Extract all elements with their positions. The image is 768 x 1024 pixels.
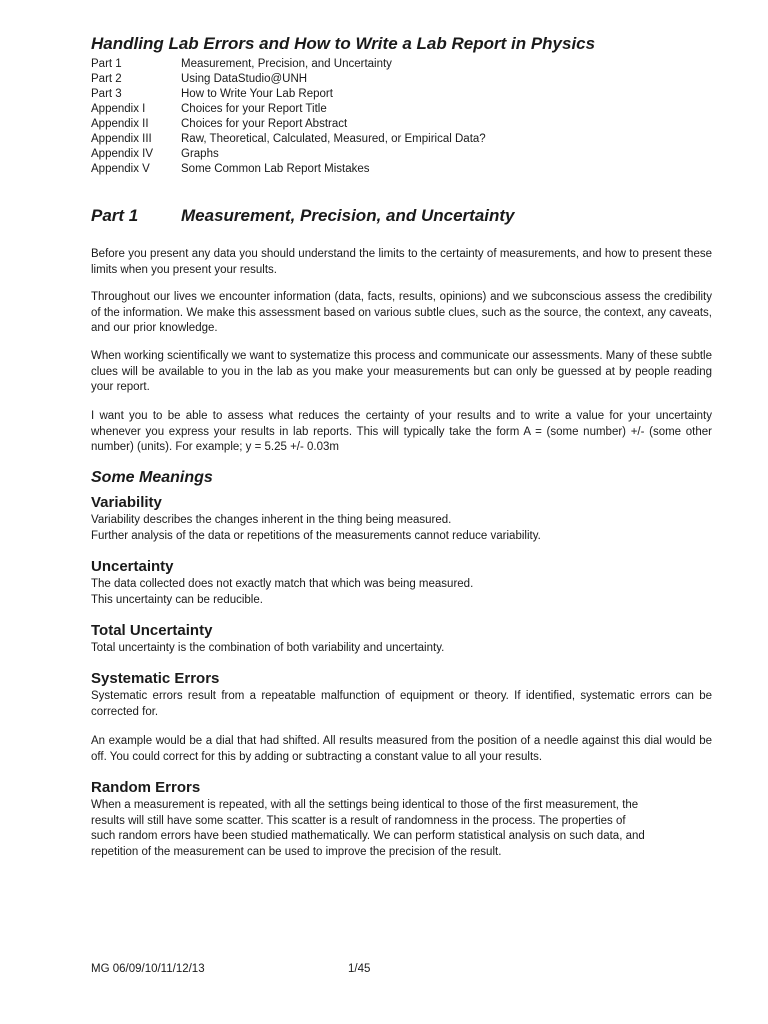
part-1-number: Part 1 bbox=[91, 206, 139, 225]
text-line: results will still have some scatter. This scatter is a result of randomness in the process. The properties of bbox=[91, 814, 626, 827]
toc-item bbox=[91, 72, 711, 87]
systematic-errors-heading: Systematic Errors bbox=[91, 670, 220, 687]
toc-item-label: How to Write Your Lab Report bbox=[181, 88, 333, 100]
part-1-title: Measurement, Precision, and Uncertainty bbox=[181, 206, 515, 225]
text-line: The data collected does not exactly match that which was being measured. bbox=[91, 578, 474, 590]
text-line: Variability describes the changes inherent in the thing being measured. bbox=[91, 514, 452, 526]
part-1-heading bbox=[91, 206, 515, 226]
uncertainty-heading: Uncertainty bbox=[91, 558, 174, 575]
toc-item-key: Appendix III bbox=[91, 133, 152, 145]
document-title: Handling Lab Errors and How to Write a Lab Report in Physics bbox=[91, 34, 596, 53]
text-line: Further analysis of the data or repetitions of the measurements cannot reduce variability. bbox=[91, 529, 541, 542]
toc-item-key: Appendix I bbox=[91, 103, 146, 115]
toc-item bbox=[91, 147, 711, 162]
uncertainty-text bbox=[91, 577, 712, 608]
toc-item-key: Appendix IV bbox=[91, 148, 154, 160]
intro-paragraph: When working scientifically we want to systematize this process and communicate our assessments. Many of these subtle clues will be available to you in the lab as you make your measurements but can only be guessed at by people reading your report. bbox=[91, 350, 712, 393]
text-line: When a measurement is repeated, with all the settings being identical to those of the first measurement, the bbox=[91, 799, 639, 811]
text-line: such random errors have been studied mathematically. We can perform statistical analysis on such data, and bbox=[91, 830, 645, 842]
systematic-errors-paragraph: An example would be a dial that had shifted. All results measured from the position of a needle against this dial would be off. You could correct for this by adding or subtracting a constant value to all your results. bbox=[91, 735, 712, 763]
toc-item bbox=[91, 162, 711, 177]
some-meanings-heading: Some Meanings bbox=[91, 469, 213, 486]
toc-item bbox=[91, 102, 711, 117]
text-line: Total uncertainty is the combination of both variability and uncertainty. bbox=[91, 642, 445, 654]
toc-item-key: Part 2 bbox=[91, 73, 122, 85]
toc-item-label: Choices for your Report Abstract bbox=[181, 118, 348, 130]
toc-item bbox=[91, 57, 711, 72]
random-errors-text bbox=[91, 798, 712, 860]
toc-item-label: Some Common Lab Report Mistakes bbox=[181, 163, 370, 175]
toc-item-label: Graphs bbox=[181, 148, 219, 160]
toc-item-label: Choices for your Report Title bbox=[181, 103, 327, 115]
page-number: 1/45 bbox=[348, 963, 371, 975]
toc-item-key: Part 3 bbox=[91, 88, 122, 100]
variability-text bbox=[91, 513, 712, 544]
footer-revision: MG 06/09/10/11/12/13 bbox=[91, 963, 205, 975]
toc-item bbox=[91, 132, 711, 147]
random-errors-heading: Random Errors bbox=[91, 779, 201, 796]
toc-item bbox=[91, 117, 711, 132]
toc-item bbox=[91, 87, 711, 102]
systematic-errors-paragraph: Systematic errors result from a repeatable malfunction of equipment or theory. If identified, systematic errors can be corrected for. bbox=[91, 690, 712, 718]
toc-item-label: Raw, Theoretical, Calculated, Measured, or Empirical Data? bbox=[181, 133, 486, 145]
text-line: This uncertainty can be reducible. bbox=[91, 593, 263, 606]
text-line: repetition of the measurement can be used to improve the precision of the result. bbox=[91, 845, 502, 858]
toc-item-key: Part 1 bbox=[91, 58, 122, 70]
intro-paragraph: I want you to be able to assess what reduces the certainty of your results and to write a value for your uncertainty whenever you express your results in lab reports. This will typically take the form A = (some number) +/- (some other number) (units). For example; y = 5.25 +/- 0.03m bbox=[91, 410, 712, 453]
total-uncertainty-text bbox=[91, 641, 712, 657]
toc-item-key: Appendix II bbox=[91, 118, 149, 130]
toc-item-key: Appendix V bbox=[91, 163, 150, 175]
intro-paragraph: Before you present any data you should understand the limits to the certainty of measurements, and how to present these limits when you present your results. bbox=[91, 248, 712, 276]
variability-heading: Variability bbox=[91, 494, 162, 511]
toc-item-label: Measurement, Precision, and Uncertainty bbox=[181, 58, 392, 70]
total-uncertainty-heading: Total Uncertainty bbox=[91, 622, 213, 639]
table-of-contents bbox=[91, 57, 711, 177]
toc-item-label: Using DataStudio@UNH bbox=[181, 73, 308, 85]
intro-paragraph: Throughout our lives we encounter information (data, facts, results, opinions) and we subconscious assess the credibility of the information. We make this assessment based on various subtle clues, such as the source, the context, any caveats, and our prior knowledge. bbox=[91, 291, 712, 334]
